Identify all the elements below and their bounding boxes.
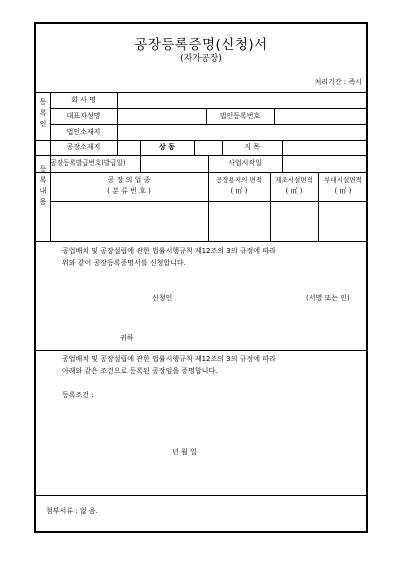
classification-label: ( 분 류 번 호 ) [107, 187, 151, 195]
representative-label: 대표자성명 [66, 112, 101, 120]
form-subtitle: (자가공장) [180, 54, 222, 64]
certification-statement-line1: 공업배치 및 공장설립에 관한 법률시행규칙 제12조의 3의 규정에 따라 [62, 355, 276, 363]
recipient-label: 귀하 [120, 334, 134, 342]
applicant-section-label: 등 록 인 [39, 98, 47, 128]
aux-area-unit: ( ㎡ ) [334, 187, 352, 195]
factory-address-label: 공장소재지 [66, 143, 101, 151]
divider-line [50, 124, 368, 125]
divider-line [36, 495, 368, 496]
divider-line [36, 241, 368, 242]
lot-label: 지 목 [244, 143, 260, 151]
divider-line [36, 155, 368, 156]
form-frame [34, 22, 368, 533]
divider-line [140, 155, 141, 172]
land-area-label: 공장용지의 면적 [215, 176, 263, 184]
conditions-label: 등록조건 : [62, 391, 94, 399]
divider-line [36, 350, 368, 351]
divider-line [194, 140, 195, 155]
application-statement-line1: 공업배치 및 공장설립에 관한 법률시행규칙 제12조의 3의 규정에 따라 [62, 247, 276, 255]
divider-line [282, 155, 283, 172]
mfg-area-label: 제조시설면적 [275, 176, 313, 184]
land-area-unit: ( ㎡ ) [230, 187, 248, 195]
divider-line [50, 201, 368, 202]
corp-address-label: 법인소재지 [66, 128, 101, 136]
divider-line [282, 140, 283, 155]
mfg-area-unit: ( ㎡ ) [285, 187, 303, 195]
registration-section-label: 등 록 내 용 [39, 165, 47, 206]
form-title: 공장등록증명(신청)서 [134, 37, 268, 53]
attachments-label: 첨부서류 : 없 음. [46, 507, 98, 515]
applicant-label: 신청인 [152, 294, 173, 302]
processing-period: 처리기간 : 즉시 [314, 78, 362, 86]
divider-line [36, 92, 368, 93]
industry-label: 공 장 의 업 종 [107, 176, 151, 184]
divider-line [50, 108, 368, 109]
divider-line [117, 92, 118, 140]
reg-cert-no-label: 공장등록발급번호(발급일) [50, 159, 126, 167]
divider-line [117, 140, 118, 155]
signature-label: (서명 또는 인) [306, 294, 350, 302]
corp-reg-no-label: 법인등록번호 [219, 112, 261, 120]
divider-line [36, 140, 368, 141]
same-as-above-label: 상 동 [159, 143, 175, 151]
date-label: 년 월 일 [172, 448, 197, 456]
start-date-label: 사업시작일 [228, 159, 262, 167]
divider-line [274, 108, 275, 124]
certification-statement-line2: 아래와 같은 조건으로 등록된 공장임을 증명합니다. [62, 367, 218, 375]
application-statement-line2: 위와 같이 공장등록증명서를 신청합니다. [62, 259, 186, 267]
aux-area-label: 부대시설면적 [324, 176, 362, 184]
company-name-label: 회 사 명 [71, 96, 96, 104]
